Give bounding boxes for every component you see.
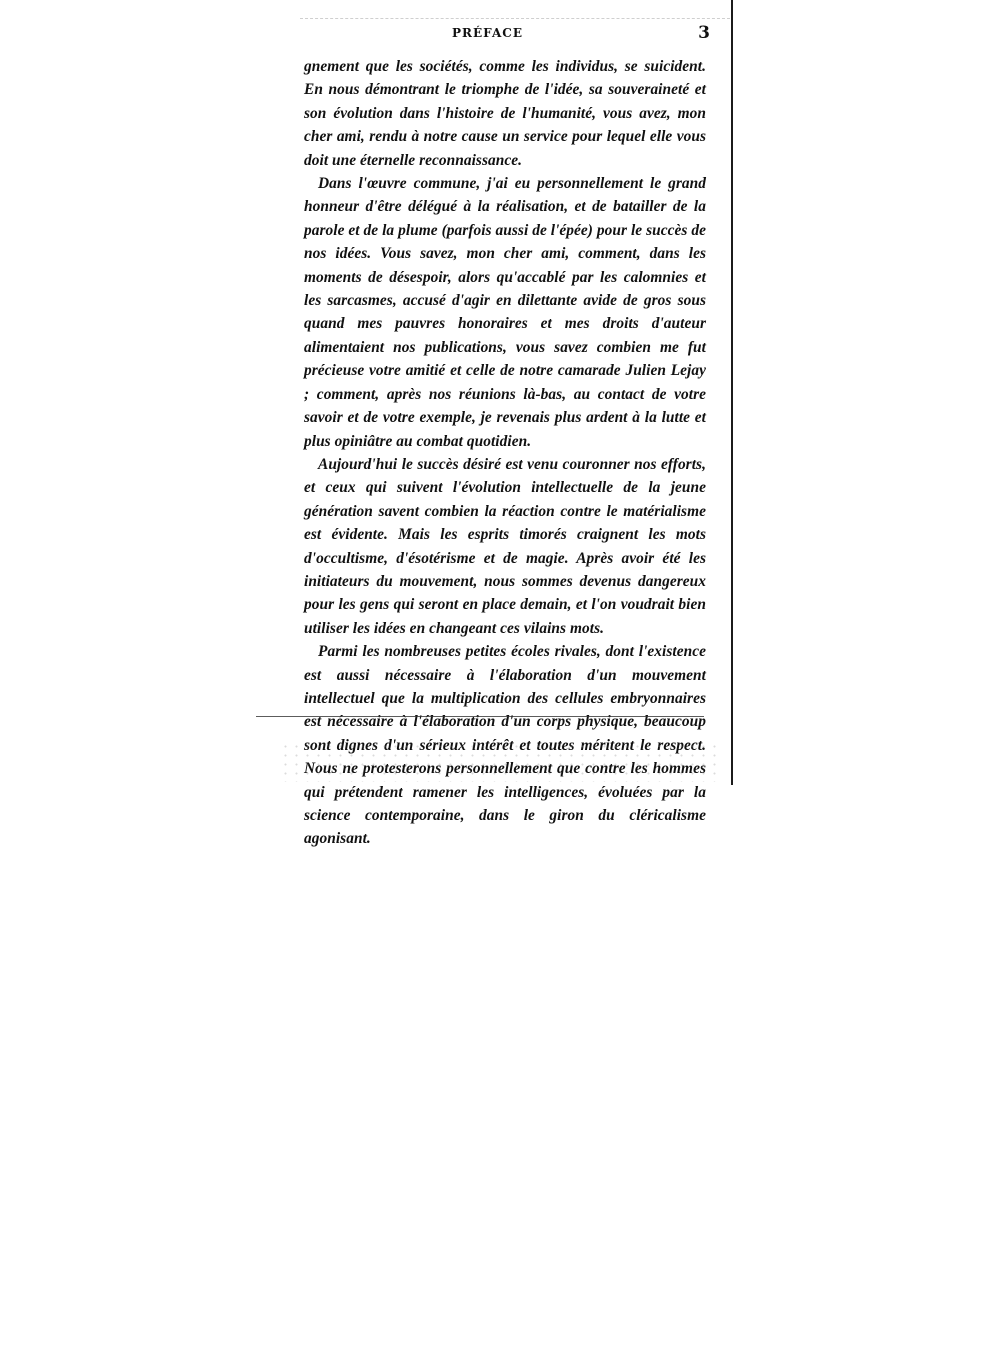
body-text	[304, 55, 706, 851]
running-head	[300, 23, 710, 46]
binding-edge-rule	[731, 0, 733, 785]
paragraph-3: Aujourd'hui le succès désiré est venu couronner nos efforts, et ceux qui suivent l'évolution intellectuelle de la jeune génération savent combien la réaction contre le matérialisme est évidente. Mais les esprits timorés craignent les mots d'occultisme, d'ésotérisme et de magie. Après avoir été les initiateurs du mouvement, nous sommes devenus dangereux pour les gens qui seront en place demain, et l'on voudrait bien utiliser les idées en changeant ces vilains mots.	[304, 455, 706, 637]
header-rule	[300, 18, 730, 20]
page-number: 3	[698, 23, 710, 43]
paragraph-2: Dans l'œuvre commune, j'ai eu personnellement le grand honneur d'être délégué à la réalisation, et de batailler de la parole et de la plume (parfois aussi de l'épée) pour le succès de nos idées. Vous savez, mon cher ami, comment, dans les moments de désespoir, alors qu'accablé par les calomnies et les sarcasmes, accusé d'agir en dilettante avide de gros sous quand mes pauvres honoraires et mes droits d'auteur alimentaient nos publications, vous savez combien me fut précieuse votre amitié et celle de notre camarade Julien Lejay ; comment, après nos réunions là-bas, au contact de votre savoir et de votre exemple, je revenais plus ardent à la lutte et plus opiniâtre au combat quotidien.	[304, 175, 706, 450]
strike-line	[256, 716, 704, 718]
running-title: PRÉFACE	[452, 26, 523, 40]
paragraph-1: gnement que les sociétés, comme les individus, se suicident. En nous démontrant le triomphe de l'idée, sa souveraineté et son évolution dans l'histoire de l'humanité, vous avez, mon cher ami, rendu à notre cause un service pour lequel elle vous doit une éternelle reconnaissance.	[304, 58, 706, 169]
paragraph-4: Parmi les nombreuses petites écoles rivales, dont l'existence est aussi nécessaire à l'élaboration d'un mouvement intellectuel que la multiplication des cellules embryonnaires est nécessaire à l'élaboration d'un corps physique, beaucoup sont dignes d'un sérieux intérêt et toutes méritent le respect. Nous ne protesterons personnellement que contre les hommes qui prétendent ramener les intelligences, évoluées par la science contemporaine, dans le giron du cléricalisme agonisant.	[304, 643, 706, 848]
